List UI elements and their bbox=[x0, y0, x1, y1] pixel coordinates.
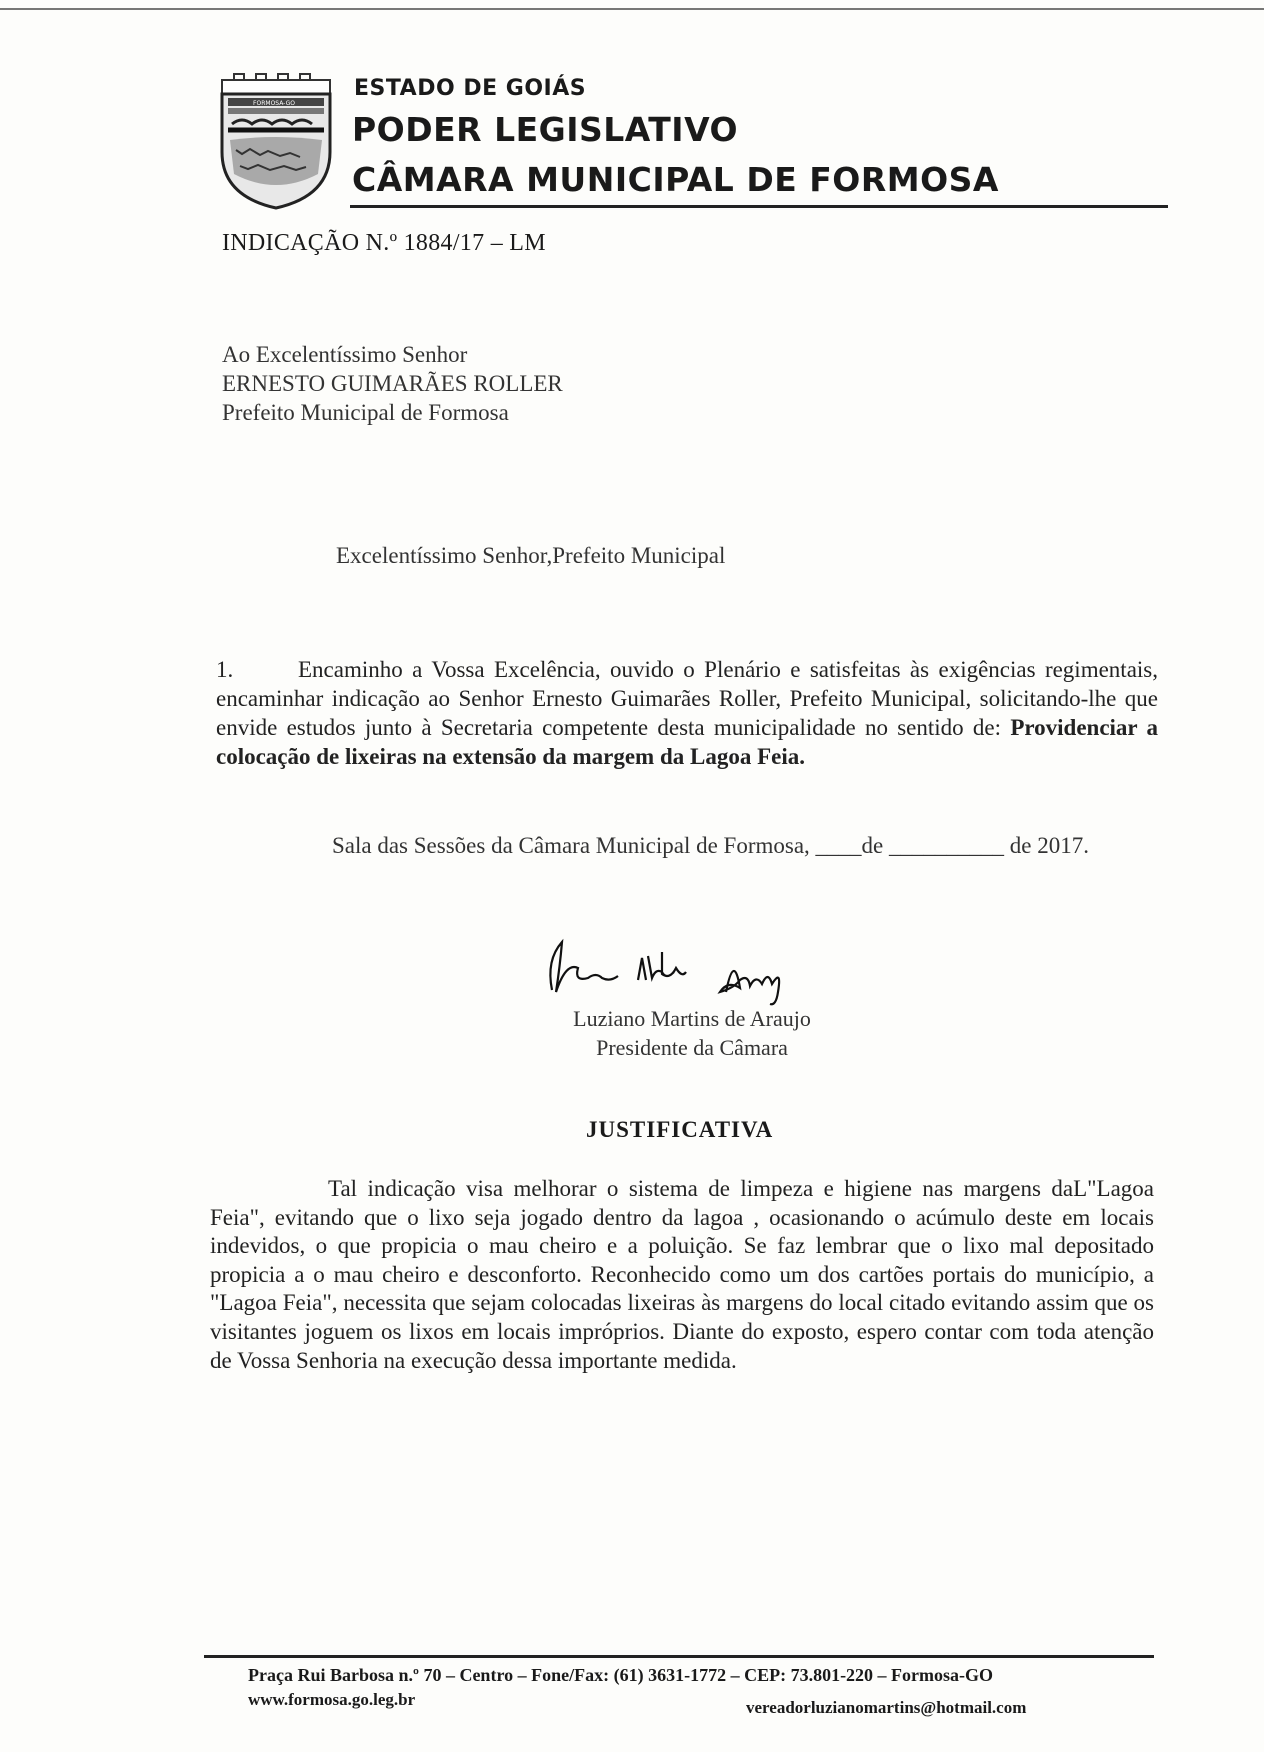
addressee-name: ERNESTO GUIMARÃES ROLLER bbox=[222, 371, 563, 396]
paragraph-number: 1. bbox=[216, 657, 234, 682]
footer-divider bbox=[204, 1655, 1154, 1658]
addressee-block bbox=[222, 340, 563, 427]
state-heading: ESTADO DE GOIÁS bbox=[354, 76, 587, 101]
svg-text:FORMOSA-GO: FORMOSA-GO bbox=[253, 100, 295, 107]
power-heading: PODER LEGISLATIVO bbox=[352, 110, 739, 149]
justification-paragraph bbox=[210, 1175, 1154, 1375]
addressee-title: Prefeito Municipal de Formosa bbox=[222, 400, 509, 425]
request-paragraph bbox=[216, 655, 1158, 771]
signature-block bbox=[542, 1004, 842, 1062]
signer-role: Presidente da Câmara bbox=[596, 1035, 788, 1060]
justification-text: Tal indicação visa melhorar o sistema de limpeza e higiene nas margens daL"Lagoa Feia", evitando que o lixo seja jogado dentro da lagoa , ocasionando o acúmulo deste em locais indevidos, o que propicia o mau cheiro e a poluição. Se faz lembrar que o lixo mal depositado propicia a o mau cheiro e desconforto. Reconhecido como um dos cartões portais do município, a "Lagoa Feia", necessita que sejam colocadas lixeiras às margens do local citado evitando assim que os visitantes joguem os lixos em locais impróprios. Diante do exposto, espero contar com toda atenção de Vossa Senhoria na execução dessa importante medida. bbox=[210, 1176, 1154, 1373]
footer-address: Praça Rui Barbosa n.º 70 – Centro – Fone/Fax: (61) 3631-1772 – CEP: 73.801-220 – Formosa-GO bbox=[248, 1665, 994, 1685]
session-date-line: Sala das Sessões da Câmara Municipal de Formosa, ____de __________ de 2017. bbox=[332, 833, 1089, 858]
handwritten-signature bbox=[534, 930, 834, 1010]
municipal-crest-icon bbox=[214, 70, 338, 210]
salutation: Excelentíssimo Senhor,Prefeito Municipal bbox=[336, 543, 726, 568]
justification-title: JUSTIFICATIVA bbox=[586, 1117, 774, 1142]
paragraph-request-bold: Providenciar a colocação de lixeiras na extensão da margem da Lagoa Feia. bbox=[216, 715, 1158, 769]
footer-website: www.formosa.go.leg.br bbox=[248, 1690, 416, 1709]
header-divider bbox=[350, 205, 1168, 208]
footer-email: vereadorluzianomartins@hotmail.com bbox=[746, 1698, 1027, 1717]
addressee-line: Ao Excelentíssimo Senhor bbox=[222, 342, 468, 367]
indicacao-number: INDICAÇÃO N.º 1884/17 – LM bbox=[222, 230, 546, 256]
chamber-heading: CÂMARA MUNICIPAL DE FORMOSA bbox=[352, 160, 999, 199]
signer-name: Luziano Martins de Araujo bbox=[573, 1006, 811, 1031]
paragraph-text: Encaminho a Vossa Excelência, ouvido o Plenário e satisfeitas às exigências regimentais, encaminhar indicação ao Senhor Ernesto Guimarães Roller, Prefeito Municipal, solicitando-lhe que envide estudos junto à Secretaria competente desta municipalidade no sentido de: bbox=[216, 657, 1158, 740]
scan-edge-line bbox=[0, 8, 1264, 10]
